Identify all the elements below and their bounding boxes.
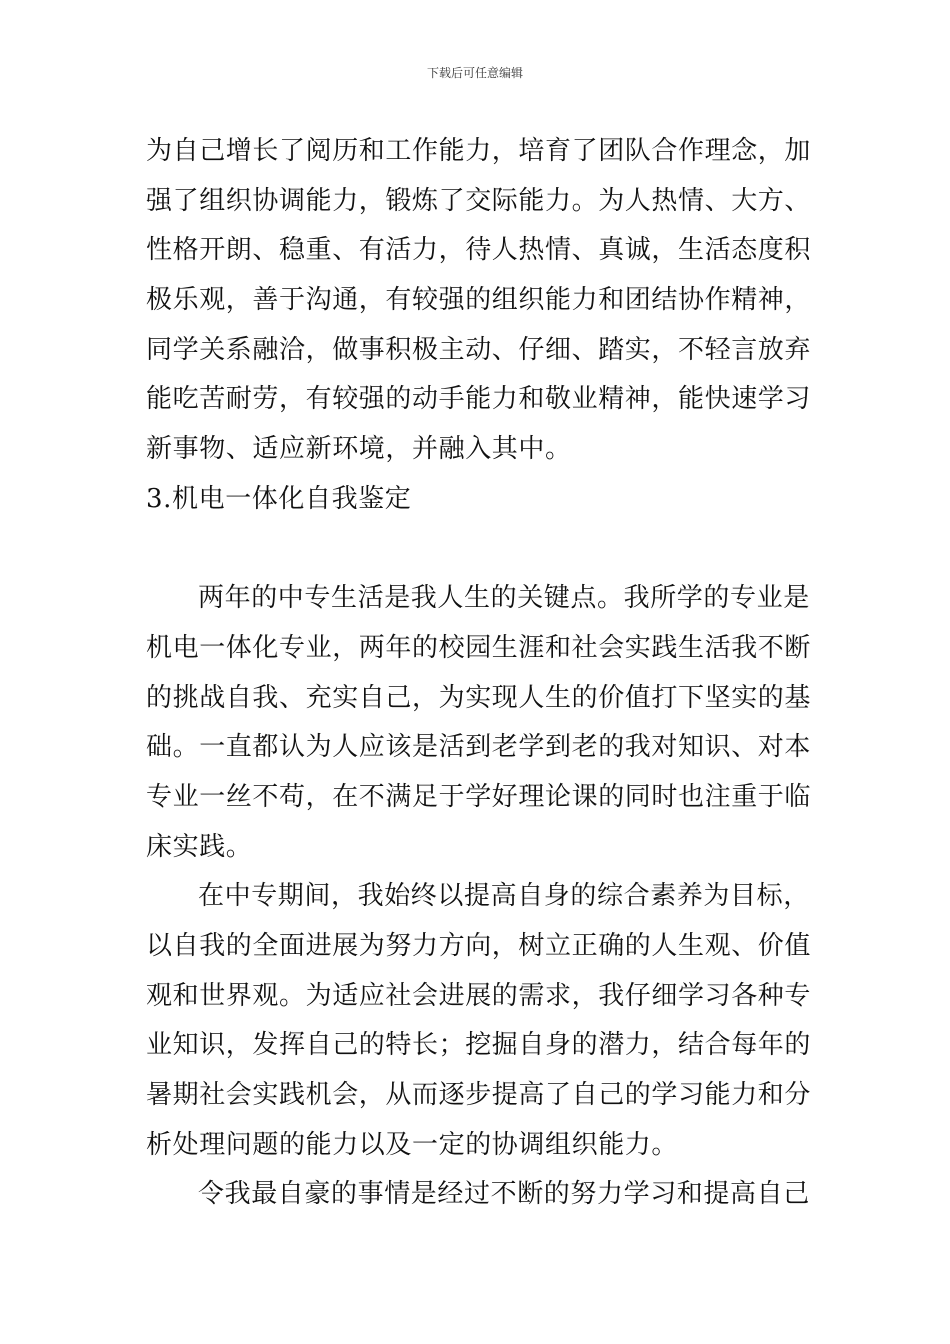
text-line: 令我最自豪的事情是经过不断的努力学习和提高自己 bbox=[198, 1179, 810, 1209]
text-line: 观和世界观。为适应社会进展的需求，我仔细学习各种专 bbox=[146, 981, 812, 1011]
section-title: 3.机电一体化自我鉴定 bbox=[146, 484, 412, 514]
text-line: 机电一体化专业，两年的校园生涯和社会实践生活我不断 bbox=[146, 633, 812, 663]
text-line: 极乐观，善于沟通，有较强的组织能力和团结协作精神， bbox=[146, 285, 812, 315]
text-line: 的挑战自我、充实自己，为实现人生的价值打下坚实的基 bbox=[146, 683, 812, 713]
text-line: 础。一直都认为人应该是活到老学到老的我对知识、对本 bbox=[146, 732, 812, 762]
text-line: 析处理问题的能力以及一定的协调组织能力。 bbox=[146, 1130, 679, 1160]
text-line: 性格开朗、稳重、有活力，待人热情、真诚，生活态度积 bbox=[146, 235, 812, 265]
text-line: 同学关系融洽，做事积极主动、仔细、踏实，不轻言放弃 bbox=[146, 335, 812, 365]
text-line: 专业一丝不苟，在不满足于学好理论课的同时也注重于临 bbox=[146, 782, 812, 812]
text-line: 新事物、适应新环境，并融入其中。 bbox=[146, 434, 572, 464]
text-line: 以自我的全面进展为努力方向，树立正确的人生观、价值 bbox=[146, 931, 812, 961]
text-line: 床实践。 bbox=[146, 832, 253, 862]
text-line: 能吃苦耐劳，有较强的动手能力和敬业精神，能快速学习 bbox=[146, 384, 812, 414]
page-header-note: 下载后可任意编辑 bbox=[426, 66, 523, 80]
text-line: 在中专期间，我始终以提高自身的综合素养为目标， bbox=[198, 881, 810, 911]
text-line: 为自己增长了阅历和工作能力，培育了团队合作理念，加 bbox=[146, 136, 812, 166]
text-line: 两年的中专生活是我人生的关键点。我所学的专业是 bbox=[198, 583, 810, 613]
text-line: 暑期社会实践机会，从而逐步提高了自己的学习能力和分 bbox=[146, 1080, 812, 1110]
text-line: 强了组织协调能力，锻炼了交际能力。为人热情、大方、 bbox=[146, 186, 812, 216]
text-line: 业知识，发挥自己的特长；挖掘自身的潜力，结合每年的 bbox=[146, 1030, 812, 1060]
